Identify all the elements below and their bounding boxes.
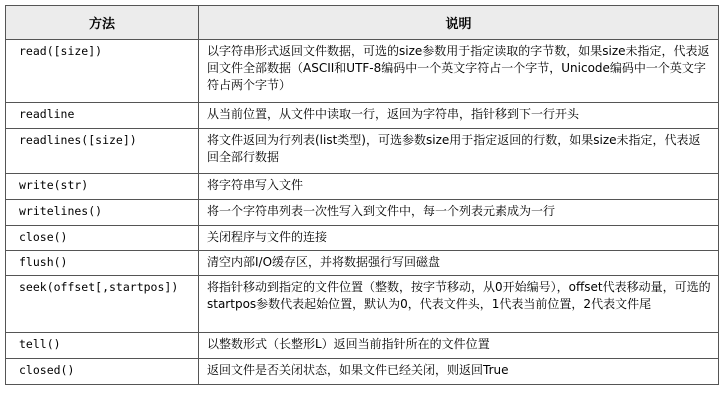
description-cell: 返回文件是否关闭状态，如果文件已经关闭，则返回True xyxy=(199,359,719,385)
description-cell: 将字符串写入文件 xyxy=(199,174,719,200)
description-cell: 将一个字符串列表一次性写入到文件中，每一个列表元素成为一行 xyxy=(199,200,719,226)
table-header-row xyxy=(6,6,719,40)
method-cell: writelines() xyxy=(6,200,199,226)
method-cell: closed() xyxy=(6,359,199,385)
method-cell: write(str) xyxy=(6,174,199,200)
header-description: 说明 xyxy=(199,6,719,40)
method-cell: readline xyxy=(6,103,199,129)
description-cell: 将文件返回为行列表(list类型)，可选参数size用于指定返回的行数，如果size未指定，代表返回全部行数据 xyxy=(199,129,719,174)
table-row xyxy=(6,276,719,333)
description-cell: 以字符串形式返回文件数据，可选的size参数用于指定读取的字节数，如果size未指定，代表返回文件全部数据（ASCII和UTF-8编码中一个英文字符占一个字节，Unicode编码中一个英文字符占两个字节） xyxy=(199,40,719,103)
description-cell: 清空内部I/O缓存区，并将数据强行写回磁盘 xyxy=(199,251,719,276)
table-row xyxy=(6,174,719,200)
description-cell: 从当前位置，从文件中读取一行，返回为字符串，指针移到下一行开头 xyxy=(199,103,719,129)
table-row xyxy=(6,251,719,276)
method-cell: tell() xyxy=(6,333,199,359)
table-row xyxy=(6,226,719,251)
method-cell: seek(offset[,startpos]) xyxy=(6,276,199,333)
method-cell: close() xyxy=(6,226,199,251)
table-row xyxy=(6,129,719,174)
file-methods-table xyxy=(5,5,719,385)
table-row xyxy=(6,333,719,359)
description-cell: 关闭程序与文件的连接 xyxy=(199,226,719,251)
description-cell: 以整数形式（长整形L）返回当前指针所在的文件位置 xyxy=(199,333,719,359)
method-cell: read([size]) xyxy=(6,40,199,103)
table-row xyxy=(6,40,719,103)
table-row xyxy=(6,359,719,385)
header-method: 方法 xyxy=(6,6,199,40)
table-row xyxy=(6,103,719,129)
method-cell: readlines([size]) xyxy=(6,129,199,174)
method-cell: flush() xyxy=(6,251,199,276)
description-cell: 将指针移动到指定的文件位置（整数，按字节移动，从0开始编号），offset代表移动量，可选的startpos参数代表起始位置，默认为0，代表文件头，1代表当前位置，2代表文件尾 xyxy=(199,276,719,333)
table-row xyxy=(6,200,719,226)
